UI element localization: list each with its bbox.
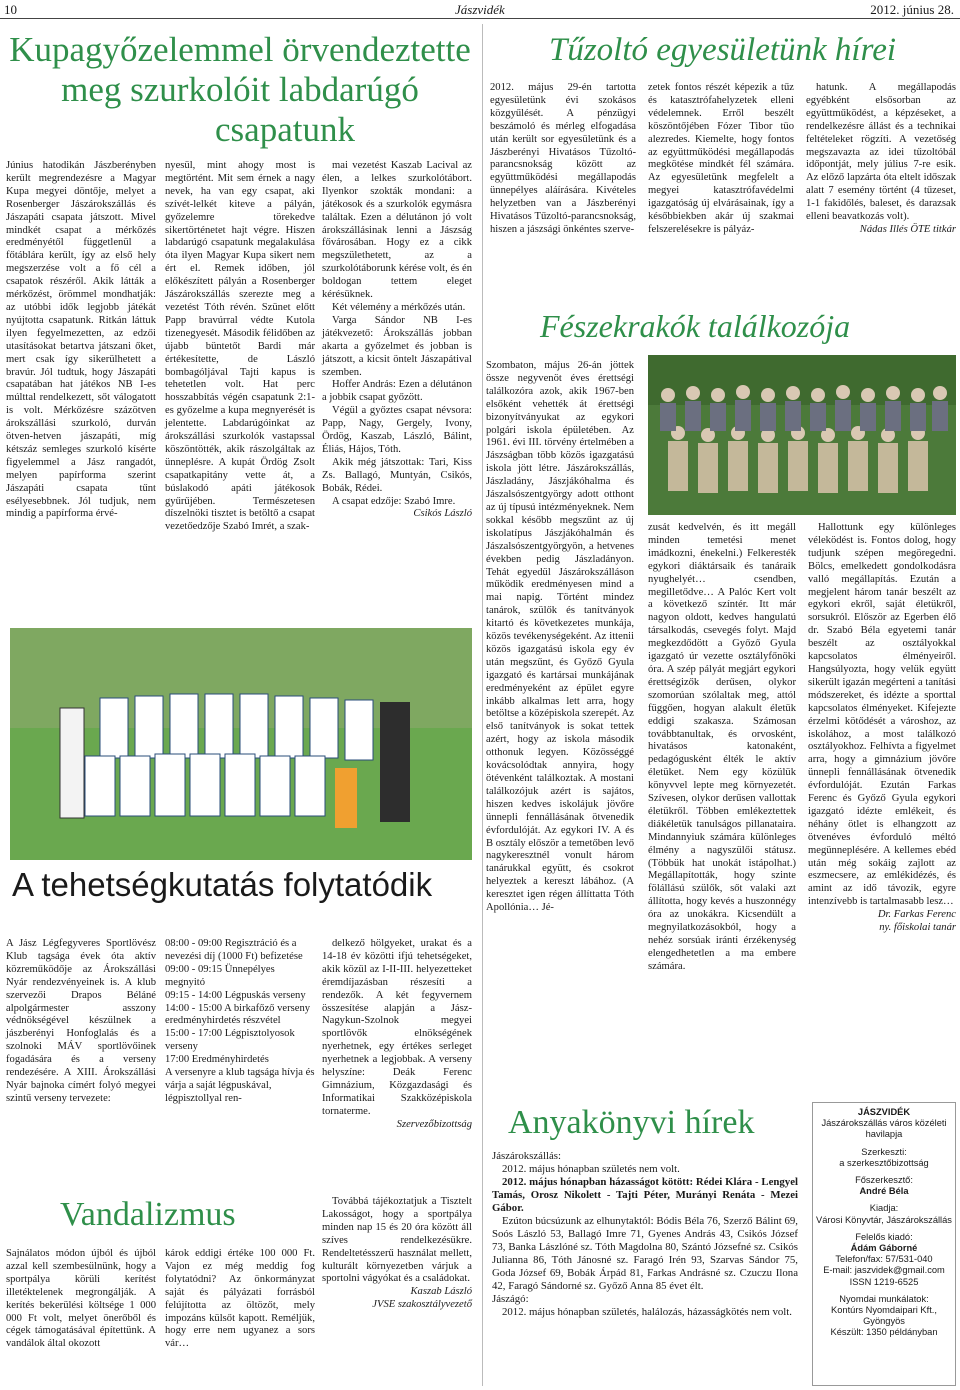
imprint-print-label: Nyomdai munkálatok: (839, 1293, 929, 1304)
registry-town2-note: 2012. május hónapban születés, halálozás, házasságkötés nem volt. (502, 1306, 792, 1318)
imprint-title: JÁSZVIDÉK (857, 1107, 911, 1117)
football-col3-p7: A csapat edzője: Szabó Imre. (332, 495, 456, 507)
registry-marriages: 2012. május hónapban házasságot kötött: Rédei Klára - Lengyel Tamás, Orosz Nikolett - Tajti Péter, Murányi Renáta - Mezei Gábor. (492, 1176, 798, 1214)
football-col3 (322, 160, 472, 521)
registry-deaths: Ezúton búcsúzunk az elhunytaktól: Bódis Béla 76, Szerző Bálint 69, Soós László 53, Ballagó Imre 71, Gyenes András 43, Csikós József 73, Banka Lászlóné sz. Tóth Magdolna 80, Szántó Józsefné sz. Csikós Julianna 86, Tóth Jánosné sz. Faragó Irén 93, Szarvas Sándor 75, Goda József 69, Bobák Árpád 81, Farkas Andrásné sz. Czuczu Ilona 42, Faragó Sándorné sz. Győző Anna 85 évet élt. (492, 1215, 798, 1292)
schedule-item: 08:00 - 09:00 Regisztráció és a nevezési díj (1000 Ft) befizetése (165, 938, 303, 962)
talent-col3 (322, 938, 472, 1132)
schedule-item: 14:00 - 15:00 A birkafőző verseny eredményhirdetés részvétel (165, 1002, 311, 1027)
football-col1: Június hatodikán Jászberényben került megrendezésre a Magyar Kupa megyei döntője, melyet a Rosenberger Jászárokszállás és Jászapáti csapata játszott. Mivel mindkét csapat a mérkőzés eredményétől függetlenül a főtáblára került, így az első hely megszerzése volt a fő cél a csapatok részéről. Akik látták a mérkőzést, örömmel mondhatják: az utóbbi idők legjobb játékát nyújtotta csapatunk. Ritkán láttuk ilyen fegyelmezetten, az edzői utasításokat betartva játszani őket, mert csak így sikerülhetett a bravúr. Jól tudtuk, hogy Jászapáti csapatában hat játékos NB I-es múlttal rendelkezett, sőt válogatott is volt. Mérkőzésre százötven árokszállási szurkoló, durván ötven-hetven jászapáti, míg kétszáz semleges szurkoló kísérte figyelemmel a Jász rangadót, melyen papírforma szerint Jászapáti csapata tűnt esélyesebbnek. Jól tudjuk, nem mindig a papírforma érvé- (6, 160, 156, 520)
reunion-signature-role: ny. főiskolai tanár (879, 922, 956, 934)
reunion-photo (648, 355, 956, 515)
schedule-item: 09:15 - 14:00 Légpuskás verseny (165, 989, 306, 1001)
imprint-publisher: Városi Könyvtár, Jászárokszállás (816, 1214, 952, 1225)
imprint-editor-label: Szerkeszti: (861, 1146, 907, 1157)
issue-date: 2012. június 28. (870, 2, 954, 17)
team-photo (10, 628, 472, 860)
vandal-headline: Vandalizmus (60, 1196, 236, 1233)
football-col3-p6: Akik még játszottak: Tari, Kiss Zs. Ballagó, Muntyán, Csikós, Bobák, Rédei. (322, 456, 472, 494)
header-rule (0, 18, 960, 19)
paper-name: Jászvidék (455, 2, 505, 17)
imprint-chief-label: Főszerkesztő: (855, 1175, 913, 1186)
vandal-col3-text: Továbbá tájékoztatjuk a Tisztelt Lakosságot, hogy a sportpálya minden nap 15 és 20 óra között áll szíves rendelkezésükre. Rendeltetésszerű használat mellett, kulturált környezetben várjuk a sportolni vágyókat és a családokat. (322, 1196, 472, 1285)
imprint-email[interactable]: E-mail: jaszvidek@gmail.com (823, 1265, 945, 1276)
vandal-col1: Sajnálatos módon újból és újból azzal kell szembesülnünk, hogy a sportpálya körüli kerítést illetéktelenek megrongálják. A kerítés bekerülési költsége 1 000 000 Ft volt, melyet önerőből és cégek támogatásával építettünk. A vandálok által okozott (6, 1248, 156, 1350)
football-col3-p2: Két vélemény a mérkőzés után. (332, 301, 466, 313)
reunion-col3 (808, 522, 956, 935)
reunion-col1: Szombaton, május 26-án jöttek össze negyvenöt éves érettségi találkozóra azok, akik 1967-ben elsőként vehették át érettségi bizonyítványukat az egykori polgári iskola épületében. Az 1961. évi III. törvény értelmében a Jászságban több közös igazgatású iskola jött létre. Jászárokszállás, Jászladány, Jászjákóhalma és Jászalsószentgyörgy adott otthont az új típusú intézményeknek. Nem sokkal később megszűnt az új iskolatípus Jászjákóhalmán és Jászalsószentgyörgyön, a hetvenes években pedig Jászladányon. Tehát egyedül Jászárokszálláson működik eredményesen mind a mai napig. Történt mindez tanárok, szülők és tanítványok kitartó és következetes munkája, közös tevékenységeként. Az ittenii közös igazgatású iskola egy év után megszűnt, és Győző Gyula igazgató és kartársai munkájának eredményeként az épület egyre inkább alkalmas lett arra, hogy betöltse a középiskola szerepét. Az első tanítványok is sokat tettek azért, hogy az iskola második otthonuk legyen. Közösséggé kovácsolódtak annyira, hogy ötévenként találkoztak. A mostani találkozójuk azért is sajátos, hiszen kedves iskolájuk jövőre ünnepli fennállásának ötvenedik évfordulóját. Az egykori IV. A és B osztály először a temetőben levő nagykeresztnél vonult három tanárukkal együtt, és csokrot helyeztek a kereszt lábához. (A keresztet igen régen állíttatta Tóth Apollónia… Jé- (486, 360, 634, 914)
imprint-publisher-label: Kiadja: (869, 1203, 899, 1214)
talent-signature: Szervezőbizottság (396, 1118, 472, 1130)
talent-schedule (165, 938, 315, 1106)
reunion-col2: zusát kedvelvén, és itt megáll minden temetési menet imádkozni, énekelni.) Felkeresték egykori diáktársaik és tanáraik nyughelyét… csendben, megilletődve… A Palóc Kert volt a következő színtér. Itt már nagyon oldott, kedves hangulatú társalkodás, csevegés folyt. Majd megkezdődött a Győző Gyula igazgató úr vezette osztályfőnöki óra. A szép pályát megjárt egykori érettségizők derűsen, olykor szomorúan szólaltak meg, attól függően, hogyan alakult életük eddigi szakasza. Számosan továbbtanultak, és orvosként, hivatásos katonaként, pedagógusként élték le aktív életüket. Nem egy közülük könyvvel lepte meg környezetét. Szívesen, olykor derűsen vallottak életükről. Többen emlékeztettek diákéletük tanulságos pillanataira. Mindannyiuk számára különleges élmény a nagyszülői státusz. (Többük hat unokát istápolhat.) Megállapították, hogy szinte fölállású szülők, sőt valaki azt állította, hogy kevés a huszonnégy óra az unokákra. Kicsendült a megnyilatkozásokból, hogy a nehéz sorsúak iránti érzékenység elengedhetetlen a ma embere számára. (648, 522, 796, 972)
registry-town2: Jászágó: (492, 1293, 529, 1305)
fire-col3 (806, 82, 956, 237)
football-title-line1: Kupagyőzelemmel örvendeztette (9, 30, 471, 69)
imprint-editor: a szerkesztőbizottság (839, 1157, 929, 1168)
football-col3-p4: Hoffer András: Ezen a délutánon a jobbik csapat győzött. (322, 379, 472, 404)
imprint-printer: Kontúrs Nyomdaipari Kft., Gyöngyös (831, 1305, 937, 1327)
football-col2: nyesül, mint ahogy most is megtörtént. Mit sem érnek a nagy nevek, ha van egy csapat, aki szívét-lelkét kiteve a pályán, győzelemre törekedve sikertörténetet hajt végre. Hiszen labdarúgó csapatunk megalakulása óta ilyen Magyar Kupa sikert nem ért el. Remek időben, jól előkészített pályán a Rosenberger Jászárokszállás szerezte meg a vezetést Tóth révén. Szünet előtt Papp bravúrral védte Kutola tizenegyesét. Második félidőben az újabb büntetőt Bardi már értékesítette, de László bombagóljával Tajti kapus is tehetetlen volt. Hat perc hosszabbítás végén csapatunk 2:1-es győzelme a kupa megnyerését is jelentette. Labdarúgóinkat az árokszállási szurkolók vastapssal köszöntötték, akik rászolgáltak az ünneplésre. A kupát Ördög Zsolt csapatkapitány vette át, a búslakodó apáti játékosok gyűrűjében. Természetesen díszelnöki tisztet is betöltő a csapat vezetőedzője Szabó Imrét, a szak- (165, 160, 315, 533)
imprint-phone: Telefon/fax: 57/531-040 (835, 1254, 933, 1265)
schedule-item: 17:00 Eredményhirdetés (165, 1054, 269, 1066)
imprint-issn: ISSN 1219-6525 (849, 1276, 919, 1287)
schedule-item: 15:00 - 17:00 Légpisztolyosok verseny (165, 1028, 295, 1053)
reunion-headline: Fészekrakók találkozója (540, 308, 851, 344)
football-signature: Csikós László (413, 508, 472, 520)
reunion-signature-name: Dr. Farkas Ferenc (877, 909, 956, 921)
vandal-signature-role: JVSE szakosztályvezető (372, 1299, 472, 1311)
vandal-signature-name: Kaszab László (410, 1286, 472, 1298)
imprint-responsible: Ádám Gáborné (850, 1243, 918, 1254)
registry-body (492, 1150, 798, 1319)
fire-col2: zetek fontos részét képezik a tűz és katasztrófahelyzetek elleni védelemnek. Erről beszélt köszöntőjében Fózer Tibor tüo alezredes. Kiemelte, hogy fontos az együttműködési megállapodás megkötése mindkét fél számára. Az egyesületünk megfelelt a megyei katasztrófavédelmi igazgatóság új elvárásainak, így a későbbiekben akár új szakmai felszerelésekre is pályáz- (648, 82, 794, 235)
football-headline (0, 30, 480, 150)
registry-births: 2012. május hónapban születés nem volt. (502, 1163, 680, 1175)
fire-col1: 2012. május 29-én tartotta egyesületünk évi szokásos közgyűlését. A pénzügyi beszámoló és mérleg elfogadása után került sor egyesületünk és a Jászberényi Hivatásos Tűzoltó-parancsnokság között az együttműködési megállapodás ünnepélyes aláírására. Kivételes helyzetben van a Jászberényi Hivatásos Tűzoltó-parancsnokság, hiszen a jászsági önkéntes szerve- (490, 82, 636, 235)
imprint-responsible-label: Felelős kiadó: (855, 1231, 913, 1242)
vandal-col3 (322, 1196, 472, 1312)
talent-col3-text: delkező hölgyeket, urakat és a 14-18 év közötti ifjú tehetségeket, akik közül az I-II-III. helyezetteket éremdíjazásban részesíti a rendezők. A két fegyvernem összesítése alapján a Jász-Nagykun-Szolnok megyei sportlövők elnökségének nyerhetnek, egy értékes serleget nyerhetnek a legjobbak. A verseny helyszíne: Deák Ferenc Gimnázium, Közgazdasági és Informatikai Szakközépiskola tornaterme. (322, 938, 472, 1117)
schedule-item: 09:00 - 09:15 Ünnepélyes megnyitó (165, 963, 275, 988)
fire-headline: Tűzoltó egyesületünk hírei (548, 32, 897, 68)
imprint-chief: André Béla (859, 1186, 909, 1197)
talent-col1: A Jász Légfegyveres Sportlövész Klub tagsága évek óta aktív közreműködője az Árokszállási Nyár rendezvényeinek is. A klub szervezői Drapos Béláné alpolgármester asszony védnökségével készülnek a jászberényi Honfoglalás és a szolnoki MÁV sportlövőinek fogadására és a verseny rendezésére. A XIII. Árokszállási Nyár bajnoka címért folyó megyei szintű verseny tervezete: (6, 938, 156, 1104)
football-col3-p1: mai vezetést Kaszab Lacival az élen, a lelkes szurkolótábort. Ilyenkor szokták mondani: a játékosok és a szurkolók egymásra találtak. Ezen a délutánon jó volt árokszállásinak lenni a Jászság fővárosában. Hogy ez a cikk megszülethetett, az a szurkolótáborunk kérése volt, és én boldogan tettem eleget kérésüknek. (322, 160, 472, 301)
football-title-line2: meg szurkolóit labdarúgó (61, 70, 419, 109)
schedule-item: A versenyre a klub tagsága hívja és várja a saját légpuskával, légpisztollyal ren- (165, 1067, 315, 1104)
football-col3-p3: Varga Sándor NB I-es játékvezető: Árokszállás jobban akarta a győzelmet és jobban is játszott, a kicsit öntelt Jászapátival szemben. (322, 314, 472, 378)
page-number: 10 (4, 2, 17, 17)
reunion-col3-text: Hallottunk egy különleges véleködést is. Fontos dolog, hogy tudjunk szépen megöregedni. Bölcs, emelkedett gondolkodásra valló megállapítás. Ezután a megjelent három tanár beszélt az egykori ekről, saját életükről, sorsukról. Először az Egerben élő dr. Szabó Béla egyetemi tanár beszélt az osztályokkal kapcsolatos élményeiről. Hangsúlyozta, hogy velük együtt sikerült igazán megérteni a tanítási módszereket, és idézte a sporttal kapcsolatos élményeket. Kifejezte érzelmi kötődését a városhoz, az iskolához, a most találkozó osztályokhoz. Felhívta a figyelmet arra, hogy a gimnázium jövőre ünnepli fennállásának ötvenedik évfordulóját. Ezután Farkas Ferenc és Győző Gyula egykori igazgató idézte emlékeit, és néhány ötlet is elhangzott az ötvenéves évforduló méltó megünneplésére. A kellemes ebéd után még sokáig zajlott az eszmecsere, az emlékidézés, és amint az idő távozik, egyre intenzívebb is tartalmasabb lesz… (808, 522, 956, 908)
football-col3-p5: Végül a győztes csapat névsora: Papp, Nagy, Gergely, Ivony, Ördög, Kaszab, László, Bálint, Éliás, Hájos, Tóth. (322, 405, 472, 455)
registry-headline: Anyakönyvi hírek (508, 1104, 755, 1141)
imprint-copies: Készült: 1350 példányban (830, 1327, 938, 1338)
registry-town1: Jászárokszállás: (492, 1150, 561, 1162)
imprint-subtitle: Jászárokszállás város közéleti havilapja (821, 1118, 947, 1140)
fire-signature: Nádas Illés ÖTE titkár (859, 223, 956, 235)
vandal-col2: károk eddigi értéke 100 000 Ft. Vajon ez még meddig fog folytatódni? Az önkormányzat saját és pályázati forrásból felújította az öltözőt, mely impozáns külsőt kapott. Reméljük, hogy erre nem ugyanez a sors vár… (165, 1248, 315, 1350)
imprint-box (812, 1102, 956, 1386)
column-divider (482, 24, 483, 1386)
talent-headline: A tehetségkutatás folytatódik (12, 866, 433, 903)
fire-col3-text: hatunk. A megállapodás egyébként elsősorban az együttműködést, a képzéseket, a rendelkezésre állást és a technikai feltételeket rögzíti. A vezetőség megszavazta az idei tűzoltóbál időpontját, mely július 7-re esik. Az előző lapzárta óta eltelt időszak alatt 7 esemény történt (4 tűzeset, 1-1 fakidőlés, baleset, és darazsak elleni beavatkozás volt). (806, 82, 956, 223)
football-title-line3: csapatunk (215, 110, 355, 149)
